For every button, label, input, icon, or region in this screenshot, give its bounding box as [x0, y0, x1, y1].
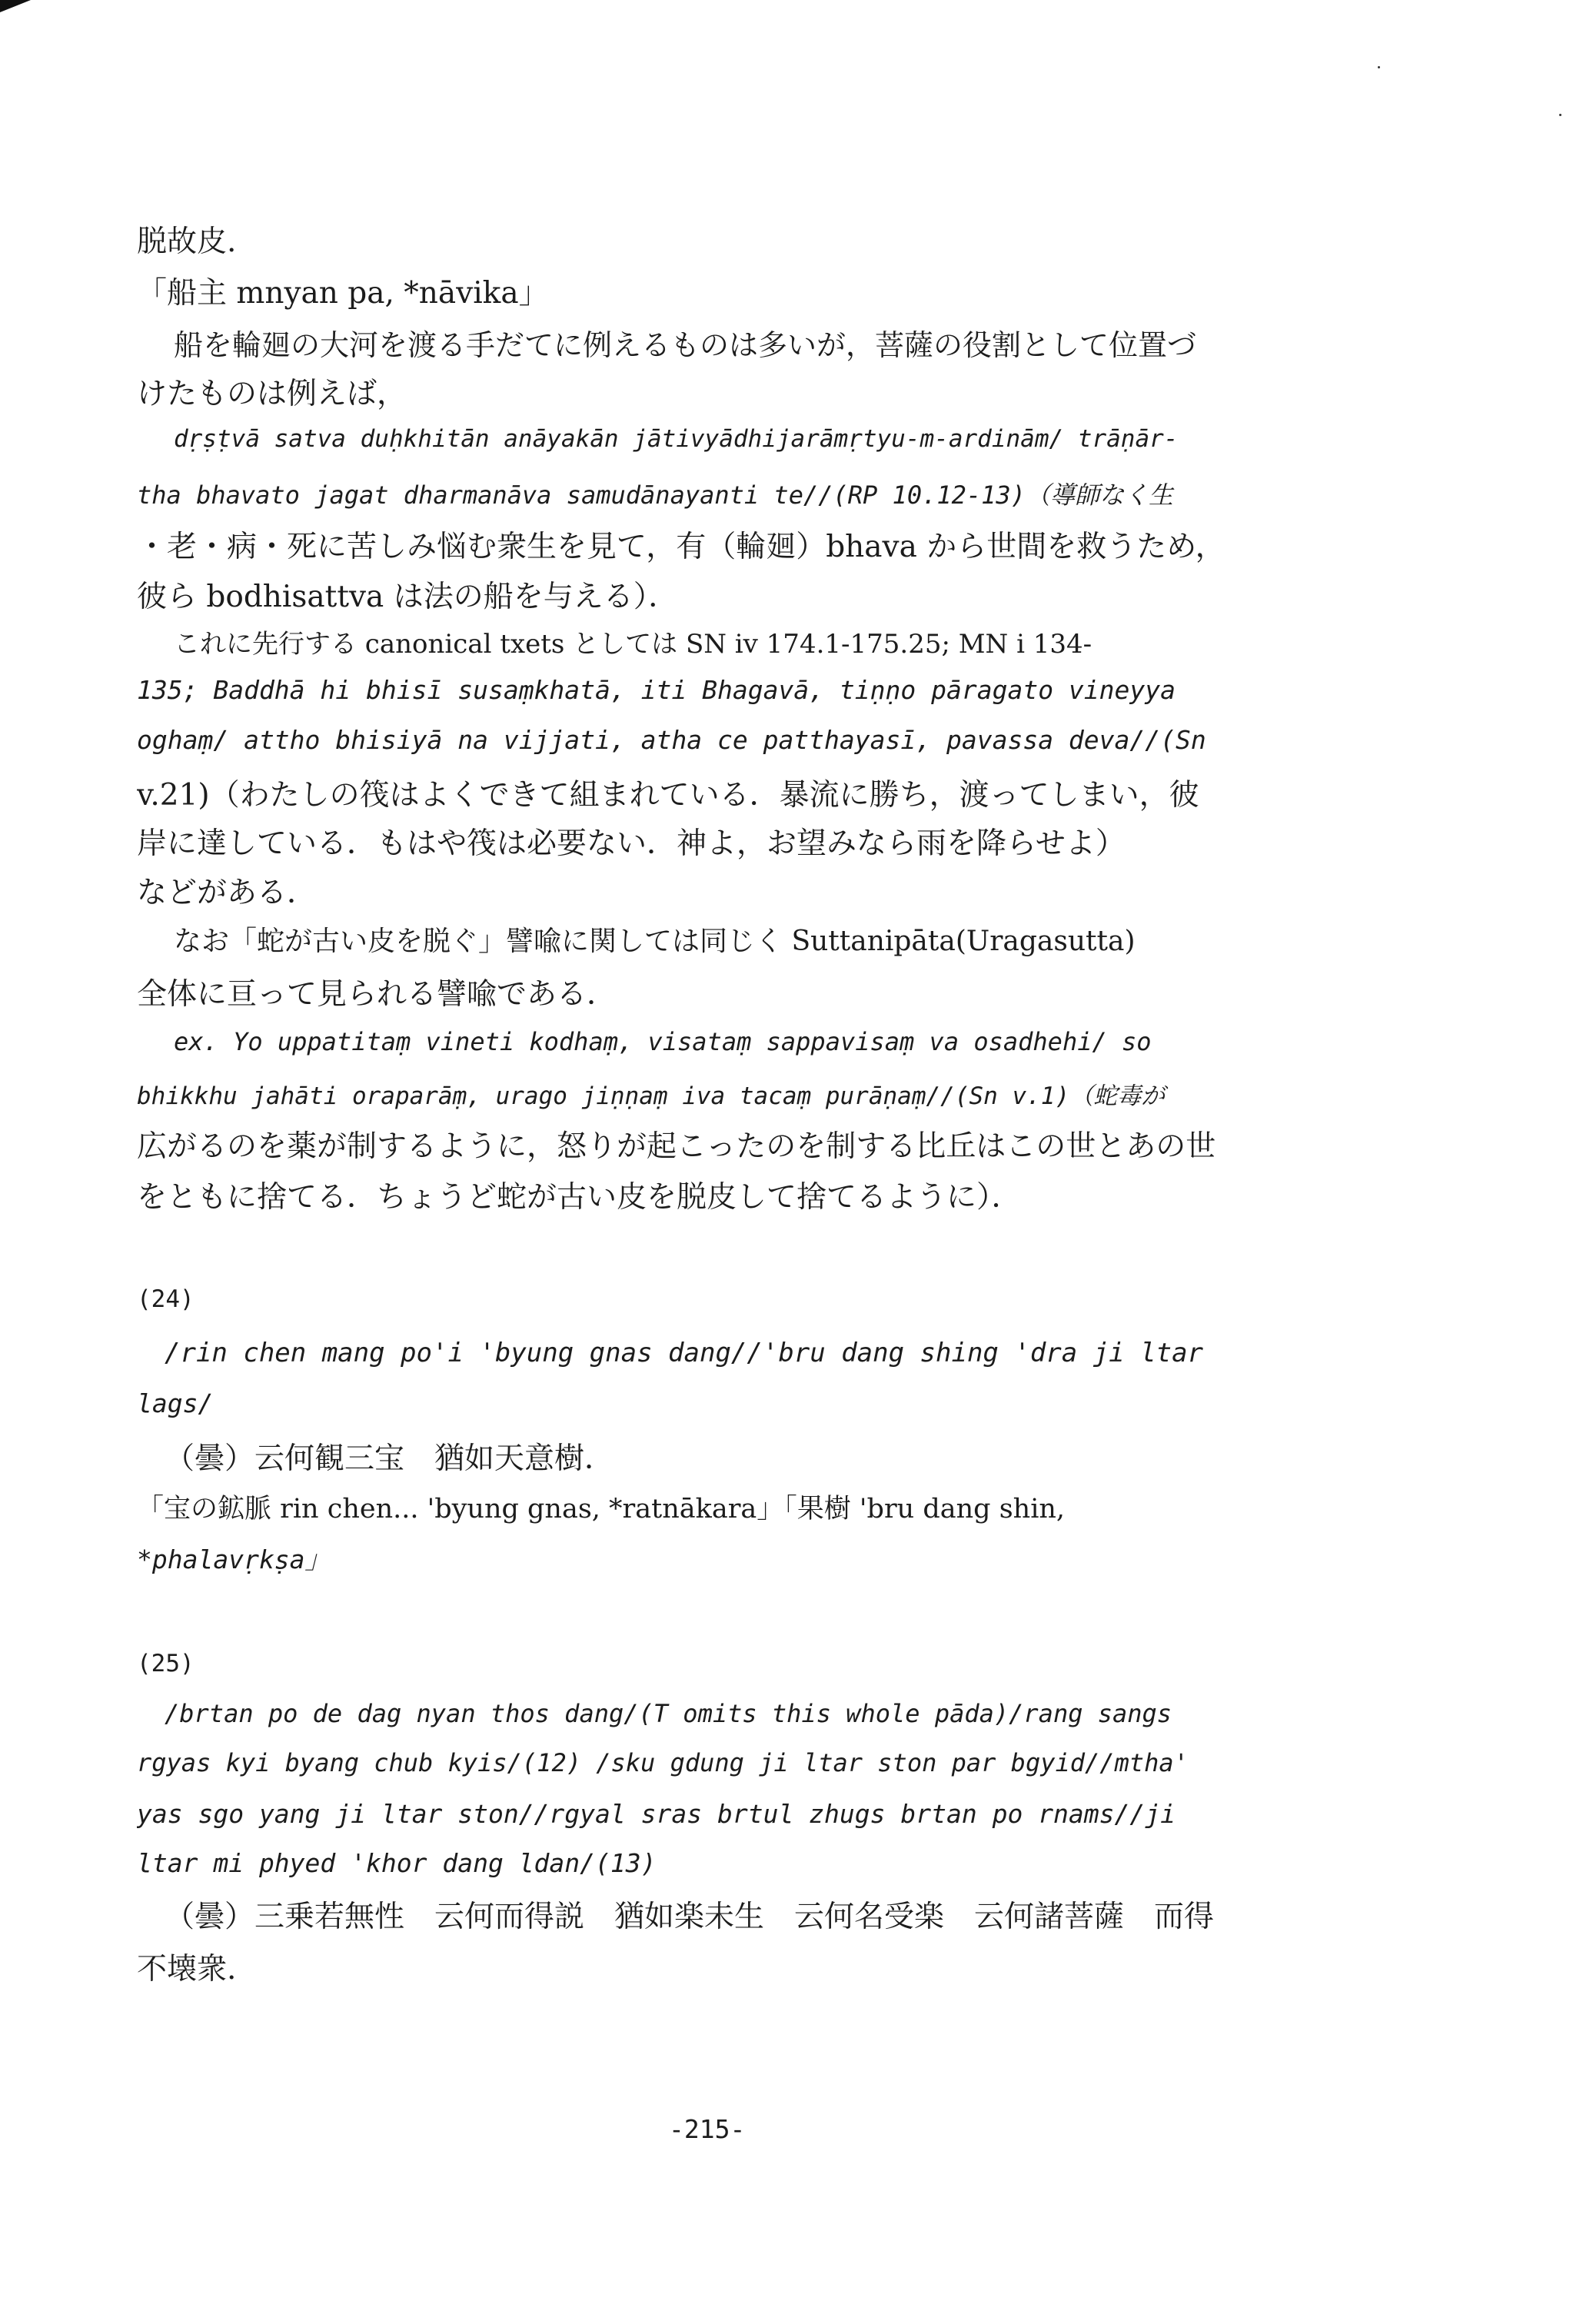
text-line: ・老・病・死に苦しみ悩む衆生を見て，有（輪廻）bhava から世間を救うため， — [137, 530, 1225, 564]
text-line: dṛṣṭvā satva duḥkhitān anāyakān jātivyādhijarāmṛtyu-m-ardinām/ trāṇār- — [174, 425, 1179, 453]
text-line: （曇）云何観三宝 猶如天意樹． — [165, 1441, 615, 1476]
text-line: けたものは例えば， — [137, 377, 407, 411]
scan-speck — [1559, 114, 1561, 116]
text-line: tha bhavato jagat dharmanāva samudānayanti te//(RP 10.12-13)（導師なく生 — [137, 480, 1173, 510]
scan-corner-mark — [0, 0, 31, 12]
text-line: 脱故皮. — [137, 224, 237, 259]
text-line: yas sgo yang ji ltar ston//rgyal sras brtul zhugs brtan po rnams//ji — [137, 1799, 1176, 1829]
scan-speck — [1378, 66, 1380, 68]
text-line: 広がるのを薬が制するように，怒りが起こったのを制する比丘はこの世とあの世 — [137, 1129, 1216, 1164]
text-line: /brtan po de dag nyan thos dang/(T omits this whole pāda)/rang sangs — [165, 1699, 1172, 1728]
text-line: *phalavṛkṣa」 — [137, 1544, 331, 1574]
section-number: (25) — [137, 1650, 195, 1677]
text-line: なお「蛇が古い皮を脱ぐ」譬喩に関しては同じく Suttanipāta(Uragasutta) — [174, 926, 1136, 957]
text-line: oghaṃ/ attho bhisiyā na vijjati, atha ce patthayasī, pavassa deva//(Sn — [137, 725, 1206, 755]
text-line: ex. Yo uppatitaṃ vineti kodhaṃ, visataṃ sappavisaṃ va osadhehi/ so — [174, 1027, 1152, 1056]
text-line: ltar mi phyed 'khor dang ldan/(13) — [137, 1848, 657, 1878]
text-line: 135; Baddhā hi bhisī susaṃkhatā, iti Bhagavā, tiṇṇo pāragato vineyya — [137, 675, 1176, 705]
text-line: 「船主 mnyan pa, *nāvika」 — [137, 276, 549, 311]
text-line: lags/ — [137, 1388, 214, 1418]
text-line: などがある． — [137, 876, 318, 910]
text-line: 「宝の鉱脈 rin chen... 'byung gnas, *ratnākara」「果樹 'bru dang shin, — [137, 1494, 1066, 1524]
text-line: （曇）三乗若無性 云何而得説 猶如楽未生 云何名受楽 云何諸菩薩 而得 — [165, 1900, 1215, 1934]
text-line: 船を輪廻の大河を渡る手だてに例えるものは多いが，菩薩の役割として位置づ — [174, 328, 1197, 362]
text-line: をともに捨てる．ちょうど蛇が古い皮を脱皮して捨てるように）． — [137, 1180, 1022, 1215]
page-number: -215- — [669, 2114, 746, 2144]
text-line: 岸に達している．もはや筏は必要ない．神よ，お望みなら雨を降らせよ） — [137, 826, 1126, 861]
text-line: v.21)（わたしの筏はよくできて組まれている．暴流に勝ち，渡ってしまい，彼 — [137, 778, 1199, 813]
text-line: 全体に亘って見られる譬喩である． — [137, 977, 617, 1012]
text-line: 彼ら bodhisattva は法の船を与える）． — [137, 580, 679, 614]
text-line: rgyas kyi byang chub kyis/(12) /sku gdung ji ltar ston par bgyid//mtha' — [137, 1748, 1189, 1777]
text-line: /rin chen mang po'i 'byung gnas dang//'bru dang shing 'dra ji ltar — [165, 1338, 1204, 1368]
text-line: 不壊衆. — [137, 1952, 237, 1987]
text-line: これに先行する canonical txets としては SN iv 174.1-175.25; MN i 134- — [174, 629, 1092, 660]
section-number: (24) — [137, 1285, 195, 1313]
text-line: bhikkhu jahāti oraparāṃ, urago jiṇṇaṃ iva tacaṃ purāṇaṃ//(Sn v.1)（蛇毒が — [137, 1082, 1166, 1110]
